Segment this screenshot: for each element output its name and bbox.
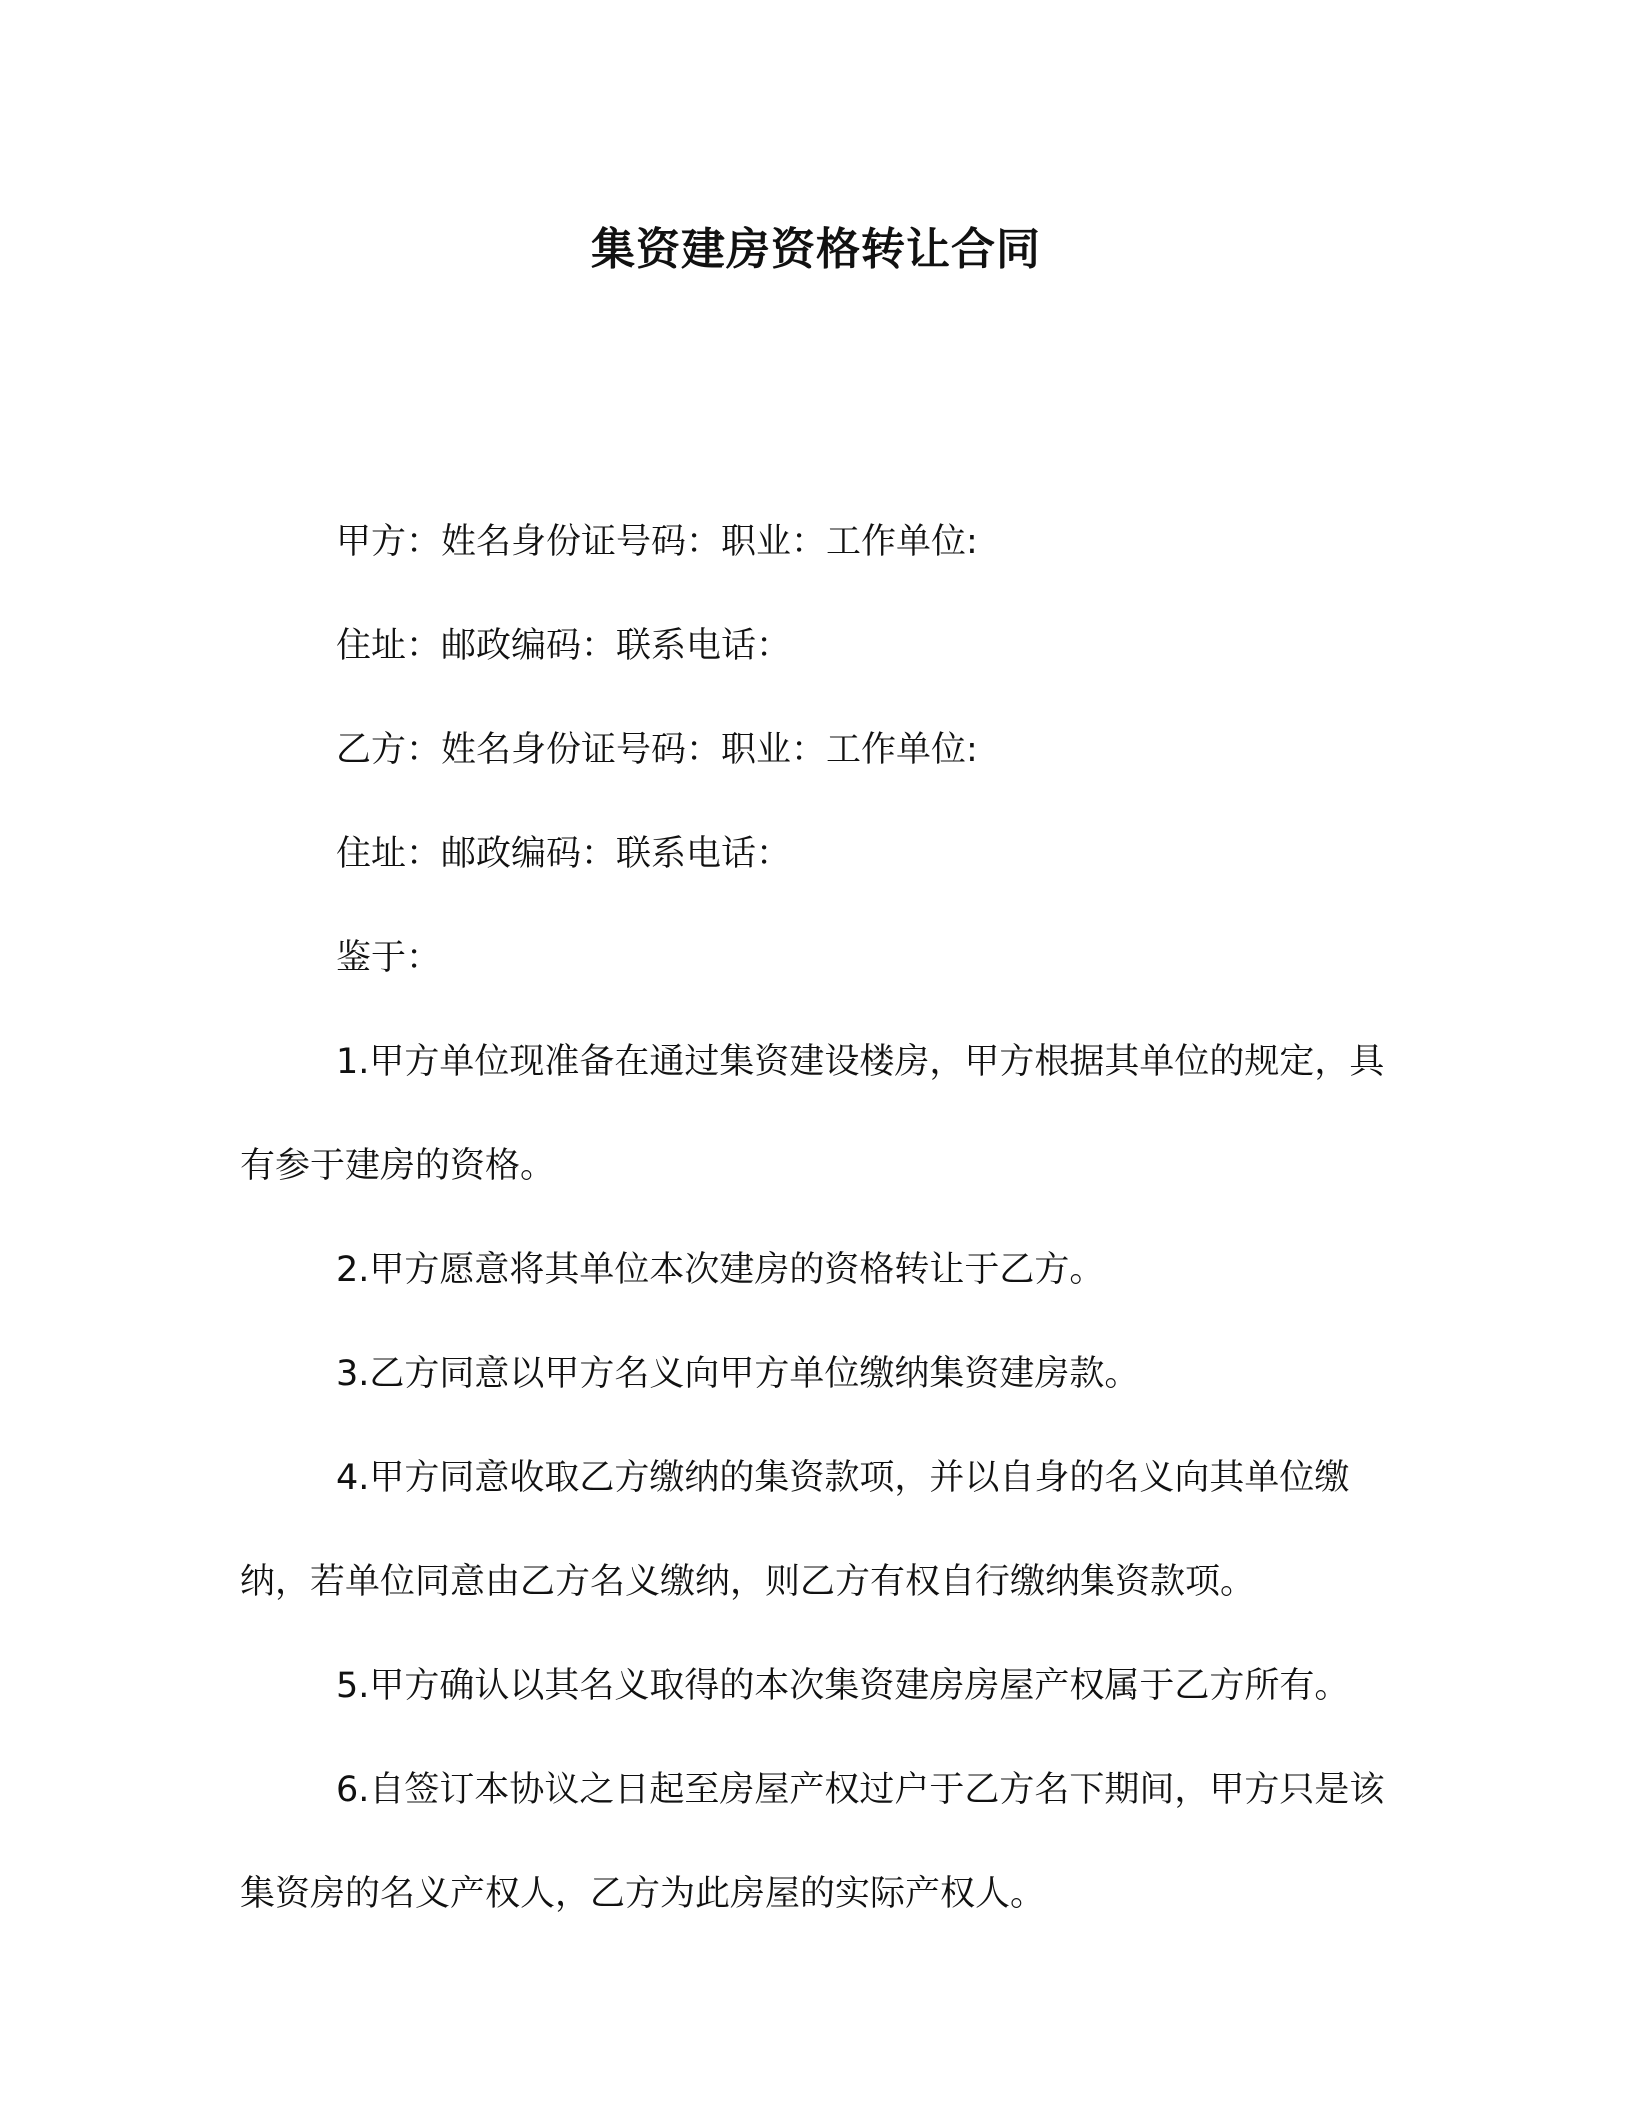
party-b-address: 住址：邮政编码：联系电话：	[336, 834, 792, 874]
clause-2: 2.甲方愿意将其单位本次建房的资格转让于乙方。	[336, 1250, 1105, 1290]
clause-5: 5.甲方确认以其名义取得的本次集资建房房屋产权属于乙方所有。	[336, 1666, 1350, 1706]
party-b-info: 乙方：姓名身份证号码：职业：工作单位:	[336, 730, 978, 770]
whereas-heading: 鉴于：	[336, 938, 442, 978]
party-a-address: 住址：邮政编码：联系电话：	[336, 626, 792, 666]
clause-4: 4.甲方同意收取乙方缴纳的集资款项，并以自身的名义向其单位缴纳，若单位同意由乙方名义缴纳，则乙方有权自行缴纳集资款项。	[240, 1458, 1350, 1602]
clause-6: 6.自签订本协议之日起至房屋产权过户于乙方名下期间，甲方只是该集资房的名义产权人，乙方为此房屋的实际产权人。	[240, 1770, 1385, 1914]
document-title: 集资建房资格转让合同	[591, 224, 1041, 275]
document-body	[240, 490, 1412, 1946]
clause-1: 1.甲方单位现准备在通过集资建设楼房，甲方根据其单位的规定，具有参于建房的资格。	[240, 1042, 1385, 1186]
clause-3: 3.乙方同意以甲方名义向甲方单位缴纳集资建房款。	[336, 1354, 1140, 1394]
party-a-info: 甲方：姓名身份证号码：职业：工作单位:	[336, 522, 978, 562]
